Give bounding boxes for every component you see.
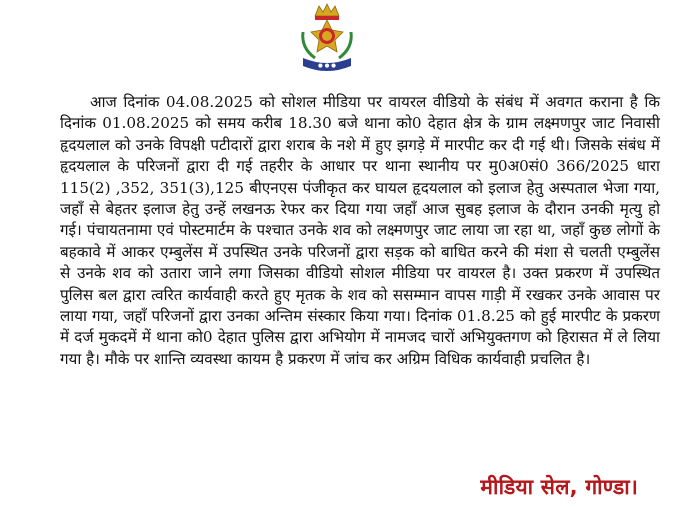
svg-text:● ● ●: ● ● ● bbox=[318, 63, 336, 69]
notice-body: आज दिनांक 04.08.2025 को सोशल मीडिया पर वायरल वीडियो के संबंध में अवगत कराना है कि दिनांक 01.08.2025 को समय करीब 18.30 बजे थाना को0 देहात क्षेत्र के ग्राम लक्ष्मणपुर जाट निवासी हृदयलाल को उनके विपक्षी पटीदारों द्वारा शराब के नशे में हुए झगड़े में मारपीट कर दी गई थी। जिसके संबंध में हृदयलाल के परिजनों द्वारा दी गई तहरीर के आधार पर थाना स्थानीय पर मु0अ0सं0 366/2025 धारा 115(2) ,352, 351(3),125 बीएनएस पंजीकृत कर घायल हृदयलाल को इलाज हेतु अस्पताल भेजा गया, जहाँ से बेहतर इलाज हेतु उन्हें लखनऊ रेफर कर दिया गया जहाँ आज सुबह इलाज के दौरान उनकी मृत्यु हो गई। पंचायतनामा एवं पोस्टमार्टम के पश्चात उनके शव को लक्ष्मणपुर जाट लाया जा रहा था, जहाँ कुछ लोगों के बहकावे में आकर एम्बुलेंस में उपस्थित उनके परिजनों द्वारा सड़क को बाधित करने की मंशा से चलती एम्बुलेंस से उनके शव को उतारा जाने लगा जिसका वीडियो सोशल मीडिया पर वायरल है। उक्त प्रकरण में उपस्थित पुलिस बल द्वारा त्वरित कार्यवाही करते हुए मृतक के शव को ससम्मान वापस गाड़ी में रखकर उनके आवास पर लाया गया, जहाँ परिजनों द्वारा उनका अन्तिम संस्कार किया गया। दिनांक 01.8.25 को हुई मारपीट के प्रकरण में दर्ज मुकदमें में थाना को0 देहात पुलिस द्वारा अभियोग में नामजद चारों अभियुक्तगण को हिरासत में ले लिया गया है। मौके पर शान्ति व्यवस्था कायम है प्रकरण में जांच कर अग्रिम विधिक कार्यवाही प्रचलित है। bbox=[60, 93, 660, 368]
signature: मीडिया सेल, गोण्डा। bbox=[480, 475, 638, 499]
police-emblem-icon bbox=[293, 2, 361, 74]
